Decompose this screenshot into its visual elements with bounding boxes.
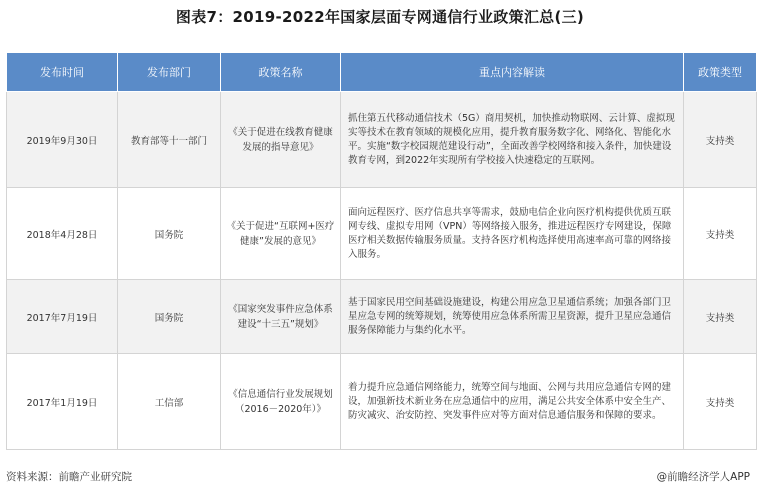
cell-policy: 《关于促进在线教育健康发展的指导意见》 xyxy=(221,92,341,188)
cell-date: 2019年9月30日 xyxy=(7,92,118,188)
cell-date: 2017年7月19日 xyxy=(7,280,118,354)
header-date: 发布时间 xyxy=(7,53,118,92)
source-note: 资料来源：前瞻产业研究院 xyxy=(6,471,132,483)
cell-content: 面向远程医疗、医疗信息共享等需求，鼓励电信企业向医疗机构提供优质互联网专线、虚拟专用网（VPN）等网络接入服务，推进远程医疗专网建设，保障医疗相关数据传输服务质量。支持各医疗机构选择使用高速率高可靠的网络接入服务。 xyxy=(341,188,684,280)
brand-credit: @前瞻经济学人APP xyxy=(656,471,750,483)
cell-dept: 工信部 xyxy=(118,354,221,450)
cell-type: 支持类 xyxy=(684,354,757,450)
header-type: 政策类型 xyxy=(684,53,757,92)
table-row xyxy=(7,280,757,354)
table-row xyxy=(7,354,757,450)
table-row xyxy=(7,92,757,188)
cell-policy: 《国家突发事件应急体系建设“十三五”规划》 xyxy=(221,280,341,354)
cell-date: 2017年1月19日 xyxy=(7,354,118,450)
cell-type: 支持类 xyxy=(684,92,757,188)
cell-content: 抓住第五代移动通信技术（5G）商用契机，加快推动物联网、云计算、虚拟现实等技术在教育领域的规模化应用，提升教育服务数字化、网络化、智能化水平。实施“数字校园规范建设行动”，全面改善学校网络和接入条件，加快建设教育专网，到2022年实现所有学校接入快速稳定的互联网。 xyxy=(341,92,684,188)
cell-content: 着力提升应急通信网络能力，统筹空间与地面、公网与共用应急通信专网的建设，加强新技术新业务在应急通信中的应用，满足公共安全体系中安全生产、防灾减灾、治安防控、突发事件应对等方面对信息通信服务和保障的要求。 xyxy=(341,354,684,450)
policy-table xyxy=(6,52,757,450)
cell-type: 支持类 xyxy=(684,280,757,354)
page-title: 图表7：2019-2022年国家层面专网通信行业政策汇总(三) xyxy=(175,8,585,26)
cell-content: 基于国家民用空间基础设施建设，构建公用应急卫星通信系统；加强各部门卫星应急专网的统筹规划，统筹使用应急体系所需卫星资源，提升卫星应急通信服务保障能力与集约化水平。 xyxy=(341,280,684,354)
table-row xyxy=(7,188,757,280)
cell-dept: 国务院 xyxy=(118,280,221,354)
policy-table-container xyxy=(6,52,756,450)
cell-policy: 《信息通信行业发展规划（2016－2020年）》 xyxy=(221,354,341,450)
cell-dept: 教育部等十一部门 xyxy=(118,92,221,188)
header-content: 重点内容解读 xyxy=(341,53,684,92)
cell-date: 2018年4月28日 xyxy=(7,188,118,280)
cell-dept: 国务院 xyxy=(118,188,221,280)
table-header-row xyxy=(7,53,757,92)
cell-policy: 《关于促进“互联网+医疗健康”发展的意见》 xyxy=(221,188,341,280)
cell-type: 支持类 xyxy=(684,188,757,280)
header-dept: 发布部门 xyxy=(118,53,221,92)
header-policy: 政策名称 xyxy=(221,53,341,92)
